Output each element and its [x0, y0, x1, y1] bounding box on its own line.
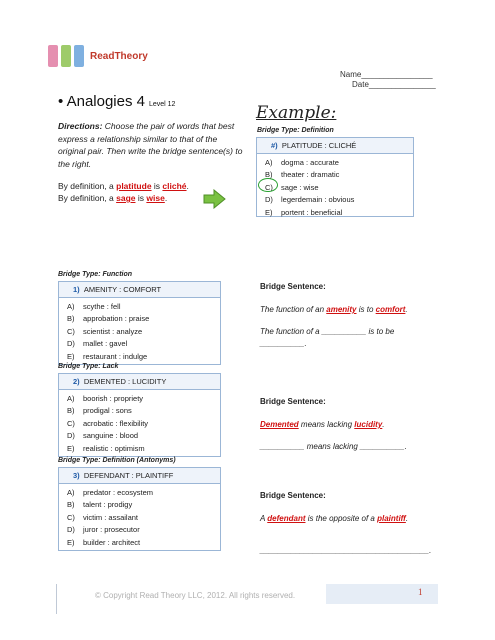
answer-option[interactable] [257, 157, 413, 169]
answer-option[interactable] [59, 443, 220, 455]
bridge-type-label: Bridge Type: Lack [58, 363, 119, 370]
bridge-sentence-label: Bridge Sentence: [260, 282, 326, 291]
option-letter: A) [67, 302, 75, 311]
option-letter: C) [67, 326, 75, 336]
example-bridge-type: Bridge Type: Definition [257, 127, 334, 134]
question-pair: DEMENTED : LUCIDITY [83, 377, 167, 386]
option-letter: A) [67, 488, 75, 497]
answer-option[interactable] [59, 326, 220, 338]
bridge-sentence-blank[interactable]: __________ means lacking __________. [260, 442, 407, 451]
option-text: sage : wise [281, 182, 319, 192]
bridge-sentence-blank[interactable]: ______________________________________. [260, 546, 432, 555]
bridge-sentence-example: Demented means lacking lucidity. [260, 420, 385, 429]
option-text: dogma : accurate [281, 158, 339, 167]
selected-answer-circle [258, 178, 278, 192]
level-label: Level 12 [148, 101, 176, 108]
option-text: scythe : fell [83, 302, 121, 311]
option-letter: E) [265, 207, 273, 217]
example-question-box: #) PLATITUDE : CLICHÉ A) dogma : accurate B) theater : dramatic C) sage : wise D) legerdemain : obvious E) portent : beneficial [256, 137, 414, 217]
option-text: sanguine : blood [83, 431, 139, 441]
name-date-fields [340, 70, 436, 90]
arrow-right-icon [202, 189, 226, 209]
question-pair: DEFENDANT : PLAINTIFF [83, 471, 174, 480]
example-sentences: By definition, a platitude is cliché. By definition, a sage is wise. [58, 181, 189, 203]
option-text: talent : prodigy [83, 500, 133, 510]
brand-name: ReadTheory [90, 51, 148, 62]
answer-option[interactable] [59, 487, 220, 499]
option-text: legerdemain : obvious [281, 195, 355, 205]
answer-option[interactable] [257, 194, 413, 206]
option-letter: E) [67, 537, 75, 547]
page-number: 1 [418, 587, 423, 597]
option-letter: E) [67, 443, 75, 453]
option-text: builder : architect [83, 537, 141, 547]
bridge-sentence-example: The function of an amenity is to comfort. [260, 305, 408, 314]
answer-option[interactable] [59, 393, 220, 405]
bridge-sentence-example: A defendant is the opposite of a plaintiff. [260, 514, 409, 523]
option-text: prodigal : sons [83, 406, 132, 416]
option-text: portent : beneficial [281, 207, 343, 217]
option-letter: B) [67, 406, 75, 416]
question-box [58, 281, 221, 365]
option-text: mallet : gavel [83, 339, 128, 349]
bridge-sentence-label: Bridge Sentence: [260, 397, 326, 406]
option-letter: A) [265, 158, 273, 167]
option-text: restaurant : indulge [83, 351, 148, 361]
option-letter: A) [67, 394, 75, 403]
answer-option[interactable] [59, 524, 220, 536]
question-box [58, 373, 221, 457]
question-number: 1) [73, 285, 80, 294]
footer-divider [56, 584, 57, 614]
bridge-sentence-blank-continued[interactable]: __________. [260, 339, 307, 348]
copyright: © Copyright Read Theory LLC, 2012. All rights reserved. [95, 591, 296, 600]
option-letter: B) [67, 500, 75, 510]
option-letter: D) [265, 195, 273, 205]
question-number: 3) [73, 471, 80, 480]
answer-option[interactable] [59, 313, 220, 325]
option-text: acrobatic : flexibility [83, 418, 149, 428]
readtheory-logo [48, 45, 86, 67]
bridge-type-label: Bridge Type: Function [58, 271, 133, 278]
date-line: Date_______________ [352, 80, 436, 89]
name-line: Name________________ [340, 70, 433, 79]
option-text: juror : prosecutor [83, 525, 140, 535]
bridge-type-label: Bridge Type: Definition (Antonyms) [58, 457, 176, 464]
answer-option[interactable] [59, 405, 220, 417]
question-pair: AMENITY : COMFORT [83, 285, 162, 294]
option-text: theater : dramatic [281, 170, 340, 180]
option-text: victim : assailant [83, 512, 139, 522]
bridge-sentence-blank[interactable]: The function of a __________ is to be [260, 327, 395, 336]
answer-option[interactable] [59, 301, 220, 313]
option-letter: D) [67, 431, 75, 441]
answer-option[interactable] [257, 169, 413, 181]
option-letter: C) [67, 418, 75, 428]
option-text: scientist : analyze [83, 326, 143, 336]
question-number: 2) [73, 377, 80, 386]
option-letter: B) [67, 314, 75, 324]
answer-option[interactable] [257, 182, 413, 194]
option-text: approbation : praise [83, 314, 150, 324]
answer-option[interactable] [59, 351, 220, 363]
example-heading: Example: [256, 103, 337, 123]
answer-option[interactable] [59, 338, 220, 350]
option-letter: E) [67, 351, 75, 361]
option-letter: C) [265, 182, 273, 192]
option-letter: D) [67, 339, 75, 349]
bridge-sentence-label: Bridge Sentence: [260, 491, 326, 500]
answer-option[interactable] [257, 207, 413, 219]
option-letter: B) [265, 170, 273, 180]
option-letter: D) [67, 525, 75, 535]
answer-option[interactable] [59, 537, 220, 549]
option-letter: C) [67, 512, 75, 522]
answer-option[interactable] [59, 418, 220, 430]
option-text: predator : ecosystem [83, 488, 154, 497]
option-text: realistic : optimism [83, 443, 145, 453]
answer-option[interactable] [59, 499, 220, 511]
answer-option[interactable] [59, 430, 220, 442]
question-box [58, 467, 221, 551]
page-title: • Analogies 4 Level 12 [58, 93, 176, 110]
answer-option[interactable] [59, 512, 220, 524]
option-text: boorish : propriety [83, 394, 144, 403]
directions: Directions: Choose the pair of words that best express a relationship similar to that of the original pair. Then write the bridge sentence(s) to the right. [58, 121, 243, 169]
